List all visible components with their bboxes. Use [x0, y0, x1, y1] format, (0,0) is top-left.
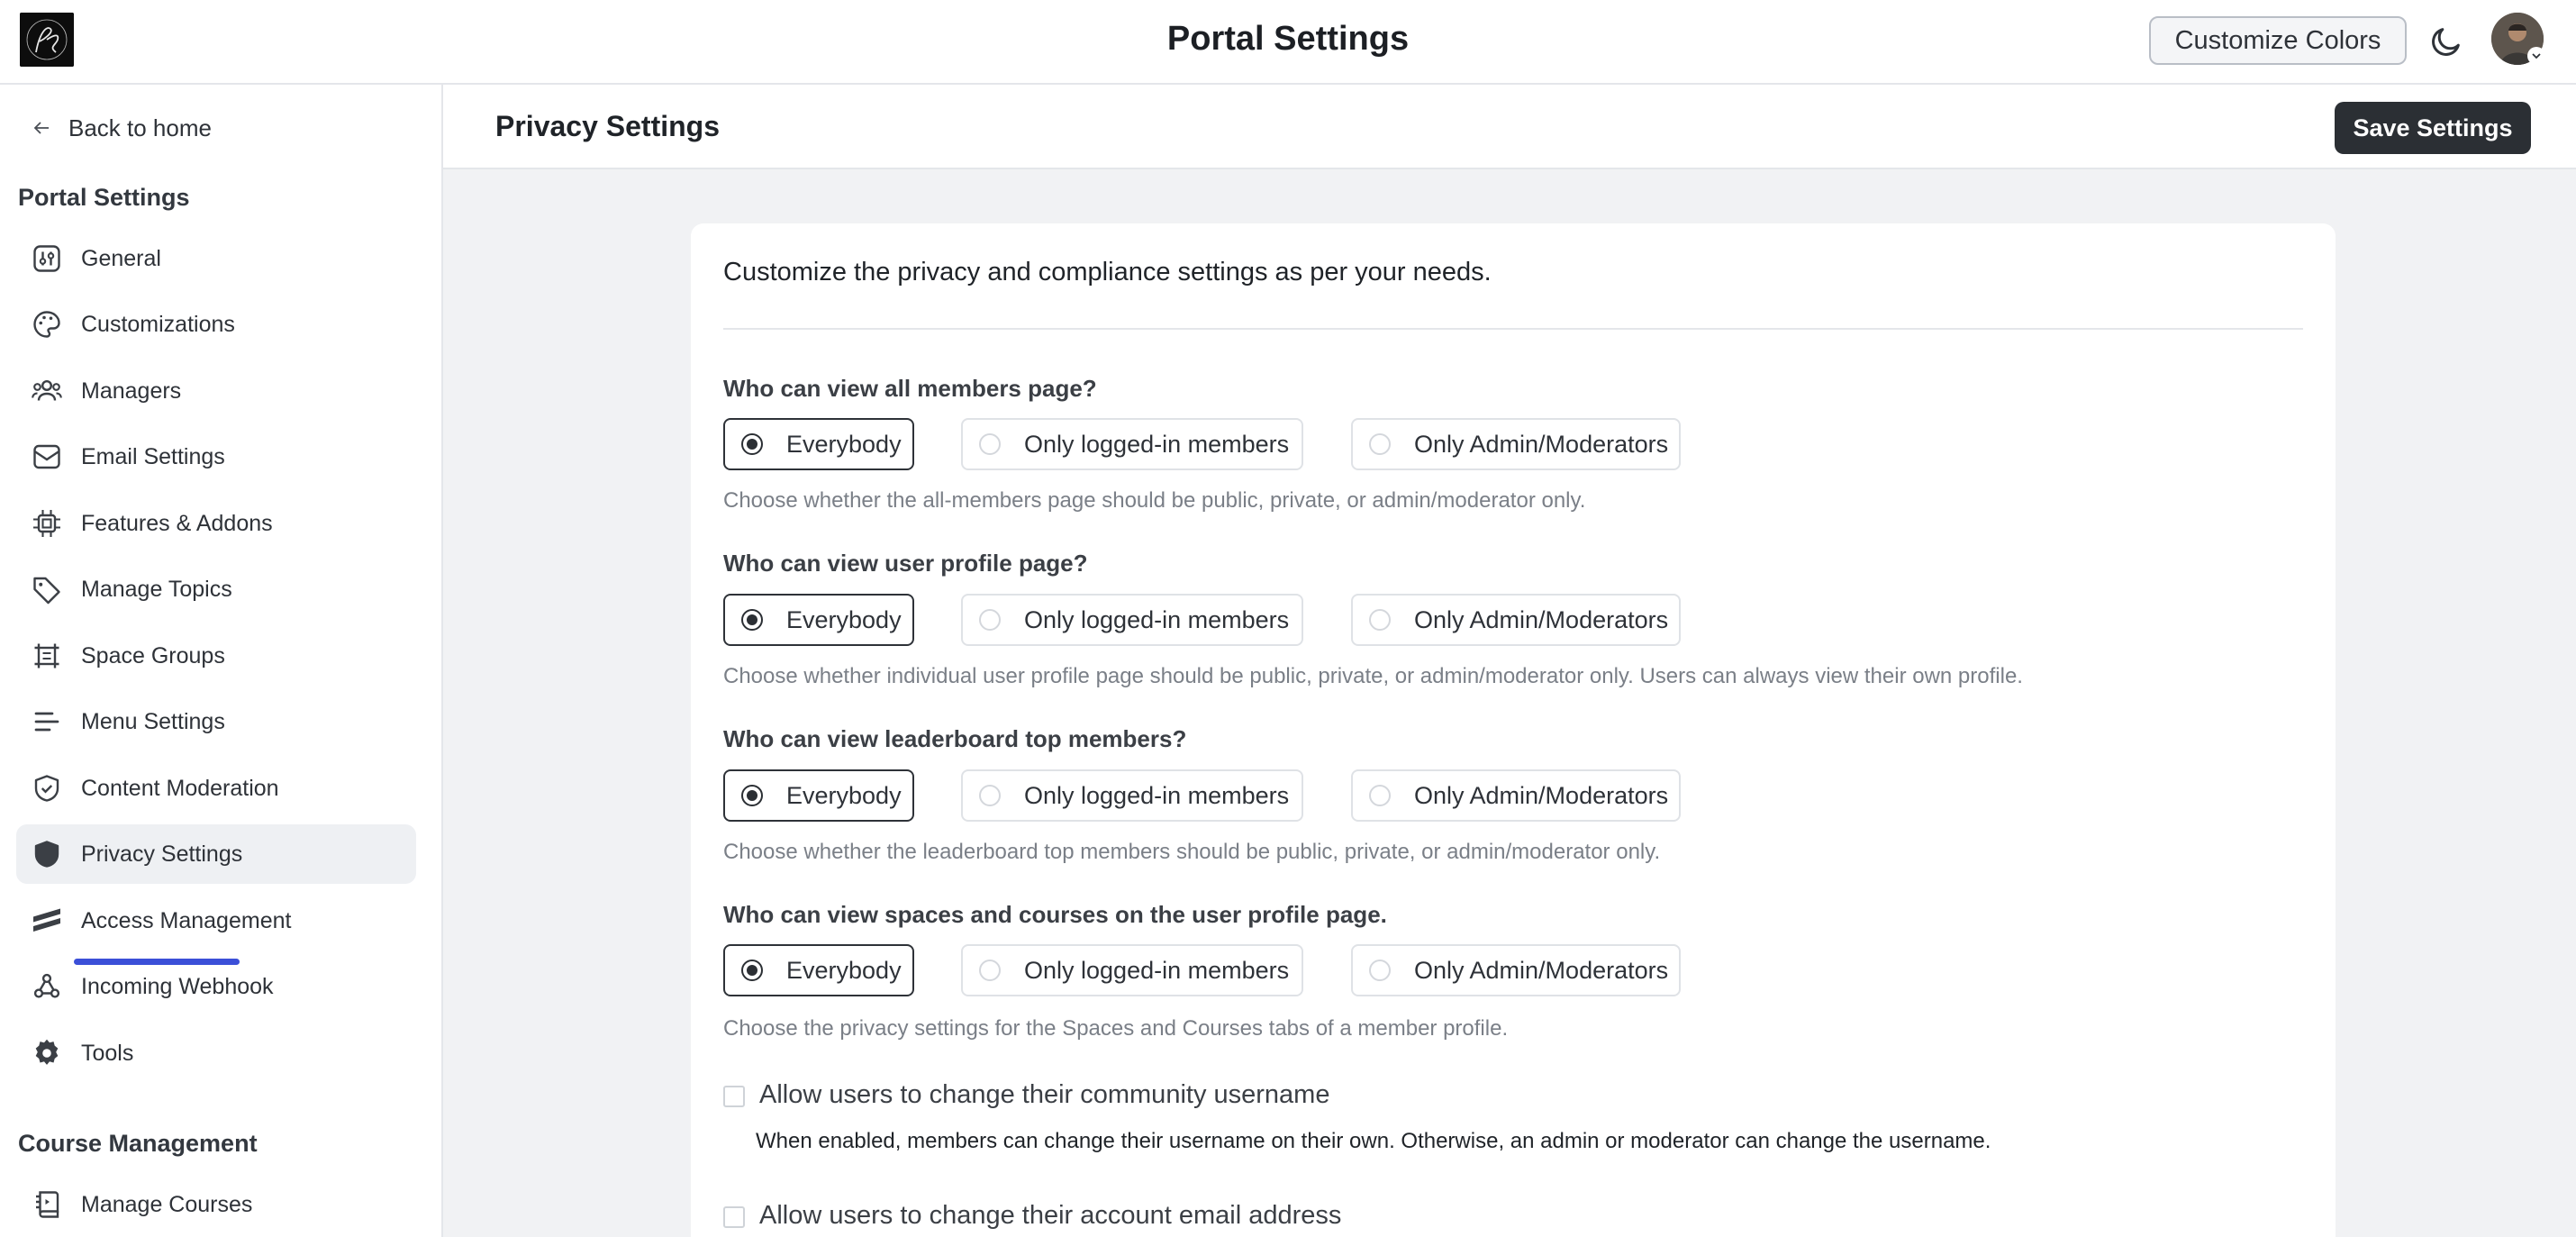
top-bar [0, 0, 2576, 85]
checkbox-label[interactable]: Allow users to change their account email address [759, 1201, 1342, 1230]
gear-icon [31, 1037, 63, 1069]
arrow-left-icon [31, 117, 52, 139]
option-admin-moderators[interactable] [1351, 418, 1681, 470]
option-label: Only logged-in members [1024, 430, 1290, 458]
radio-icon [1369, 609, 1391, 631]
courses-icon [31, 1188, 63, 1221]
option-label: Only Admin/Moderators [1414, 430, 1669, 458]
option-label: Everybody [786, 605, 902, 633]
radio-icon [1369, 433, 1391, 455]
radio-checked-icon [741, 433, 763, 455]
sidebar-item-content-moderation[interactable] [16, 759, 416, 818]
sidebar-item-label: Manage Courses [81, 1191, 253, 1217]
customize-colors-button[interactable]: Customize Colors [2149, 16, 2407, 65]
option-admin-moderators[interactable] [1351, 594, 1681, 646]
option-everybody[interactable] [723, 769, 914, 822]
webhook-icon [31, 970, 63, 1003]
sidebar-item-label: General [81, 245, 161, 271]
option-label: Only logged-in members [1024, 956, 1290, 984]
sidebar-item-menu-settings[interactable] [16, 692, 416, 751]
sidebar-item-label: Email Settings [81, 443, 225, 469]
sidebar-item-access-management[interactable] [16, 891, 416, 950]
radio-icon [979, 433, 1001, 455]
question-title: Who can view user profile page? [723, 550, 1088, 577]
privacy-settings-card [691, 223, 2336, 1237]
option-everybody[interactable] [723, 594, 914, 646]
checkbox-label[interactable]: Allow users to change their community username [759, 1080, 1330, 1109]
sidebar-item-privacy-settings[interactable] [16, 824, 416, 884]
sidebar-item-label: Customizations [81, 311, 235, 337]
sidebar-item-manage-topics[interactable] [16, 559, 416, 619]
option-label: Only Admin/Moderators [1414, 781, 1669, 809]
sidebar-item-label: Manage Topics [81, 576, 232, 602]
page-header [443, 85, 2576, 169]
radio-checked-icon [741, 785, 763, 806]
save-settings-button[interactable]: Save Settings [2335, 102, 2531, 154]
sidebar-item-manage-courses[interactable] [16, 1175, 416, 1234]
shield-icon [31, 838, 63, 870]
tag-icon [31, 573, 63, 605]
option-admin-moderators[interactable] [1351, 769, 1681, 822]
question-title: Who can view all members page? [723, 375, 1097, 402]
menu-icon [31, 705, 63, 738]
option-everybody[interactable] [723, 418, 914, 470]
sidebar-item-label: Content Moderation [81, 775, 279, 801]
option-logged-in-members[interactable] [961, 769, 1303, 822]
sidebar-item-space-groups[interactable] [16, 626, 416, 686]
sidebar-item-managers[interactable] [16, 361, 416, 421]
option-logged-in-members[interactable] [961, 944, 1303, 996]
question-title: Who can view spaces and courses on the user profile page. [723, 901, 1387, 928]
radio-checked-icon [741, 960, 763, 981]
radio-icon [1369, 960, 1391, 981]
active-indicator [74, 959, 240, 965]
option-admin-moderators[interactable] [1351, 944, 1681, 996]
moon-icon[interactable] [2428, 23, 2464, 59]
option-logged-in-members[interactable] [961, 418, 1303, 470]
question-title: Who can view leaderboard top members? [723, 725, 1187, 752]
help-text: Choose whether the all-members page should be public, private, or admin/moderator only. [723, 488, 1586, 513]
sidebar-item-tools[interactable] [16, 1023, 416, 1083]
sidebar-item-label: Privacy Settings [81, 841, 243, 867]
layers-icon [31, 905, 63, 937]
sidebar-item-general[interactable] [16, 229, 416, 288]
sidebar-item-label: Managers [81, 377, 182, 404]
sidebar-item-features-addons[interactable] [16, 494, 416, 553]
radio-icon [979, 960, 1001, 981]
sidebar-section-title: Portal Settings [18, 184, 190, 211]
help-text: Choose whether the leaderboard top members should be public, private, or admin/moderator only. [723, 840, 1661, 864]
frame-icon [31, 640, 63, 672]
radio-icon [979, 609, 1001, 631]
email-change-checkbox[interactable] [723, 1206, 745, 1228]
sidebar-item-label: Menu Settings [81, 708, 225, 734]
sidebar-item-incoming-webhook[interactable] [16, 957, 416, 1016]
shield-check-icon [31, 772, 63, 805]
option-label: Everybody [786, 430, 902, 458]
mail-icon [31, 441, 63, 473]
option-label: Only Admin/Moderators [1414, 605, 1669, 633]
intro-text: Customize the privacy and compliance settings as per your needs. [723, 258, 1492, 287]
page-title: Privacy Settings [495, 110, 720, 142]
sidebar-item-customizations[interactable] [16, 295, 416, 354]
sliders-icon [31, 242, 63, 275]
sidebar-item-label: Features & Addons [81, 510, 273, 536]
option-label: Only logged-in members [1024, 605, 1290, 633]
sidebar-item-label: Access Management [81, 907, 292, 933]
radio-icon [1369, 785, 1391, 806]
palette-icon [31, 308, 63, 341]
option-label: Everybody [786, 781, 902, 809]
sidebar-item-email-settings[interactable] [16, 427, 416, 487]
username-change-checkbox[interactable] [723, 1086, 745, 1107]
help-text: Choose whether individual user profile page should be public, private, or admin/moderator only. Users can always view their own profile. [723, 664, 2023, 688]
back-to-home-link[interactable] [31, 108, 212, 148]
option-label: Only logged-in members [1024, 781, 1290, 809]
option-label: Everybody [786, 956, 902, 984]
option-everybody[interactable] [723, 944, 914, 996]
sidebar-item-label: Tools [81, 1040, 134, 1066]
sidebar-section-title: Course Management [18, 1130, 258, 1157]
back-label: Back to home [68, 114, 212, 141]
chip-icon [31, 507, 63, 540]
sidebar-item-label: Space Groups [81, 642, 225, 669]
sidebar-item-label: Incoming Webhook [81, 973, 274, 999]
sidebar [0, 85, 443, 1237]
help-text: Choose the privacy settings for the Spaces and Courses tabs of a member profile. [723, 1016, 1509, 1041]
divider [723, 328, 2303, 330]
chevron-down-icon[interactable] [2527, 47, 2545, 65]
option-logged-in-members[interactable] [961, 594, 1303, 646]
option-label: Only Admin/Moderators [1414, 956, 1669, 984]
checkbox-help-text: When enabled, members can change their username on their own. Otherwise, an admin or moderator can change the username. [756, 1129, 1991, 1153]
radio-icon [979, 785, 1001, 806]
brand-logo-icon[interactable] [20, 13, 74, 67]
radio-checked-icon [741, 609, 763, 631]
users-icon [31, 375, 63, 407]
app-title: Portal Settings [1166, 20, 1410, 58]
